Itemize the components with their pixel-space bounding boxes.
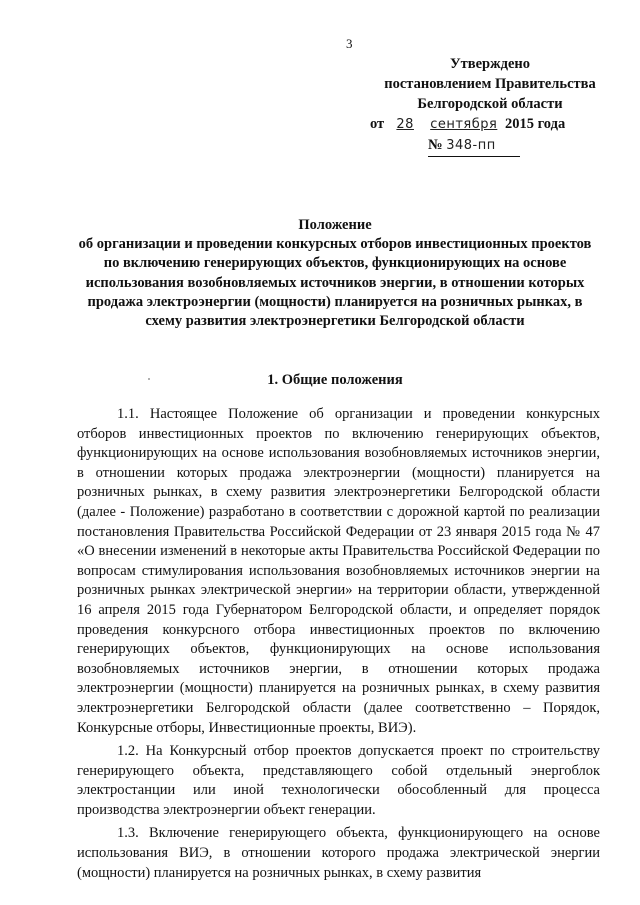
document-body	[77, 405, 600, 887]
title-heading: Положение	[298, 217, 372, 233]
paragraph-1-3: 1.3. Включение генерирующего объекта, функционирующего на основе использования ВИЭ, в отношении которого продажа электрической энергии (мощности) планируется на розничных рынках, в схему развития	[77, 825, 600, 881]
page-number: 3	[346, 36, 353, 51]
approval-number: 348-пп	[446, 138, 496, 153]
approval-day: 28	[396, 117, 414, 132]
approval-date-line	[370, 114, 610, 135]
approval-month: сентября	[430, 117, 498, 132]
approval-number-label: №	[428, 137, 443, 153]
paragraph-1-2: 1.2. На Конкурсный отбор проектов допускается проект по строительству генерирующего объекта, представляющего собой отдельный энергоблок электростанции или иной технологически обособленный для процесса производства электроэнергии объект генерации.	[77, 743, 600, 818]
paragraph-1-1: 1.1. Настоящее Положение об организации и проведении конкурсных отборов инвестиционных проектов по включению генерирующих объектов, функционирующих на основе использования возобновляемых источников энергии, в отношении которых продажа электроэнергии (мощности) планируется на розничных рынках, в схему развития электроэнергетики Белгородской области (далее - Положение) разработано в соответствии с дорожной картой по реализации постановления Правительства Российской Федерации от 23 января 2015 года № 47 «О внесении изменений в некоторые акты Правительства Российской Федерации по вопросам стимулирования использования возобновляемых источников энергии на розничных рынках электрической энергии» на территории области, утвержденной 16 апреля 2015 года Губернатором Белгородской области, и определяет порядок проведения конкурсного отбора инвестиционных проектов по включению генерирующих объектов, функционирующих на основе использования возобновляемых источников энергии, в отношении которых продажа электроэнергии (мощности) планируется на розничных рынках, в схему развития электроэнергетики Белгородской области (далее соответственно – Порядок, Конкурсные отборы, Инвестиционные проекты, ВИЭ).	[77, 406, 600, 736]
document-title	[70, 216, 600, 331]
approval-stamp	[370, 54, 610, 157]
section-heading: 1. Общие положения	[267, 372, 403, 388]
approval-number-field	[428, 135, 520, 157]
approval-from-label: от	[370, 116, 385, 132]
approval-line-region: Белгородской области	[417, 96, 563, 112]
approval-line-resolution: постановлением Правительства	[384, 76, 596, 92]
approval-number-line	[428, 135, 610, 157]
approval-line-approved: Утверждено	[450, 56, 530, 72]
title-subtitle: об организации и проведении конкурсных отборов инвестиционных проектов по включению генерирующих объектов, функционирующих на основе использования возобновляемых источников энергии, в отношении которых продажа электроэнергии (мощности) планируется на розничных рынках, в схему развития электроэнергетики Белгородской области	[78, 236, 592, 330]
approval-year: 2015 года	[504, 116, 566, 132]
